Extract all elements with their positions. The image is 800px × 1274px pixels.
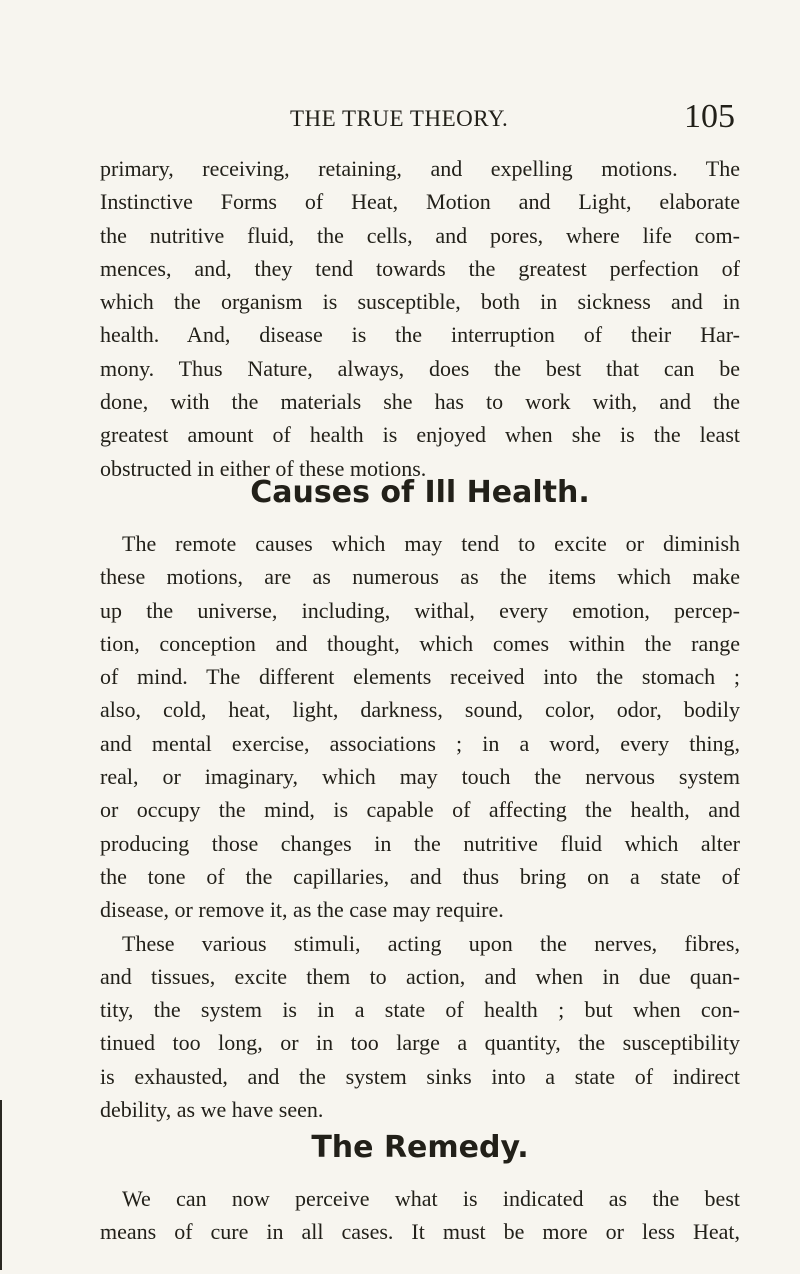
text-line: producing those changes in the nutritive fluid which alter [100,830,740,856]
text-line: Instinctive Forms of Heat, Motion and Light, elaborate [100,189,740,215]
text-line: The remote causes which may tend to excite or diminish [122,531,740,556]
text-line: debility, as we have seen. [100,1097,324,1123]
text-line: tinued too long, or in too large a quantity, the susceptibility [100,1030,740,1056]
paragraph-nature-motions [100,152,740,485]
text-line: also, cold, heat, light, darkness, sound, color, odor, bodily [100,697,740,723]
text-line: which the organism is susceptible, both in sickness and in [100,289,740,315]
text-line: These various stimuli, acting upon the nerves, fibres, [122,930,740,956]
running-head [100,100,735,140]
text-line: done, with the materials she has to work with, and the [100,389,740,415]
text-line: these motions, are as numerous as the items which make [100,564,740,590]
text-line: greatest amount of health is enjoyed when she is the least [100,422,740,448]
text-line: and tissues, excite them to action, and when in due quan- [100,963,740,989]
text-line: means of cure in all cases. It must be more or less Heat, [100,1219,740,1245]
text-line: of mind. The different elements received into the stomach ; [100,664,740,690]
text-line: mony. Thus Nature, always, does the best that can be [100,355,740,381]
heading-causes-of-ill-health: Causes of Ill Health. [250,475,590,510]
text-line: We can now perceive what is indicated as the best [122,1186,740,1211]
text-line: health. And, disease is the interruption of their Har- [100,322,740,348]
text-line: real, or imaginary, which may touch the nervous system [100,764,740,790]
text-line: mences, and, they tend towards the greatest perfection of [100,255,740,281]
text-line: up the universe, including, withal, every emotion, percep- [100,597,740,623]
paragraph-remote-causes [100,527,740,1126]
text-line: the nutritive fluid, the cells, and pores, where life com- [100,222,740,248]
page-edge-shadow [0,1100,2,1270]
text-line: and mental exercise, associations ; in a word, every thing, [100,730,740,756]
heading-the-remedy: The Remedy. [311,1130,529,1165]
running-title: THE TRUE THEORY. [290,106,509,131]
page-number: 105 [684,98,735,135]
text-line: or occupy the mind, is capable of affecting the health, and [100,797,740,823]
text-line: disease, or remove it, as the case may require. [100,897,504,923]
text-line: is exhausted, and the system sinks into a state of indirect [100,1063,740,1089]
text-line: tion, conception and thought, which comes within the range [100,630,740,656]
text-line: primary, receiving, retaining, and expelling motions. The [100,156,740,181]
text-line: obstructed in either of these motions. [100,455,427,481]
paragraph-remedy [100,1182,740,1249]
text-line: tity, the system is in a state of health ; but when con- [100,997,740,1023]
text-line: the tone of the capillaries, and thus bring on a state of [100,863,740,889]
